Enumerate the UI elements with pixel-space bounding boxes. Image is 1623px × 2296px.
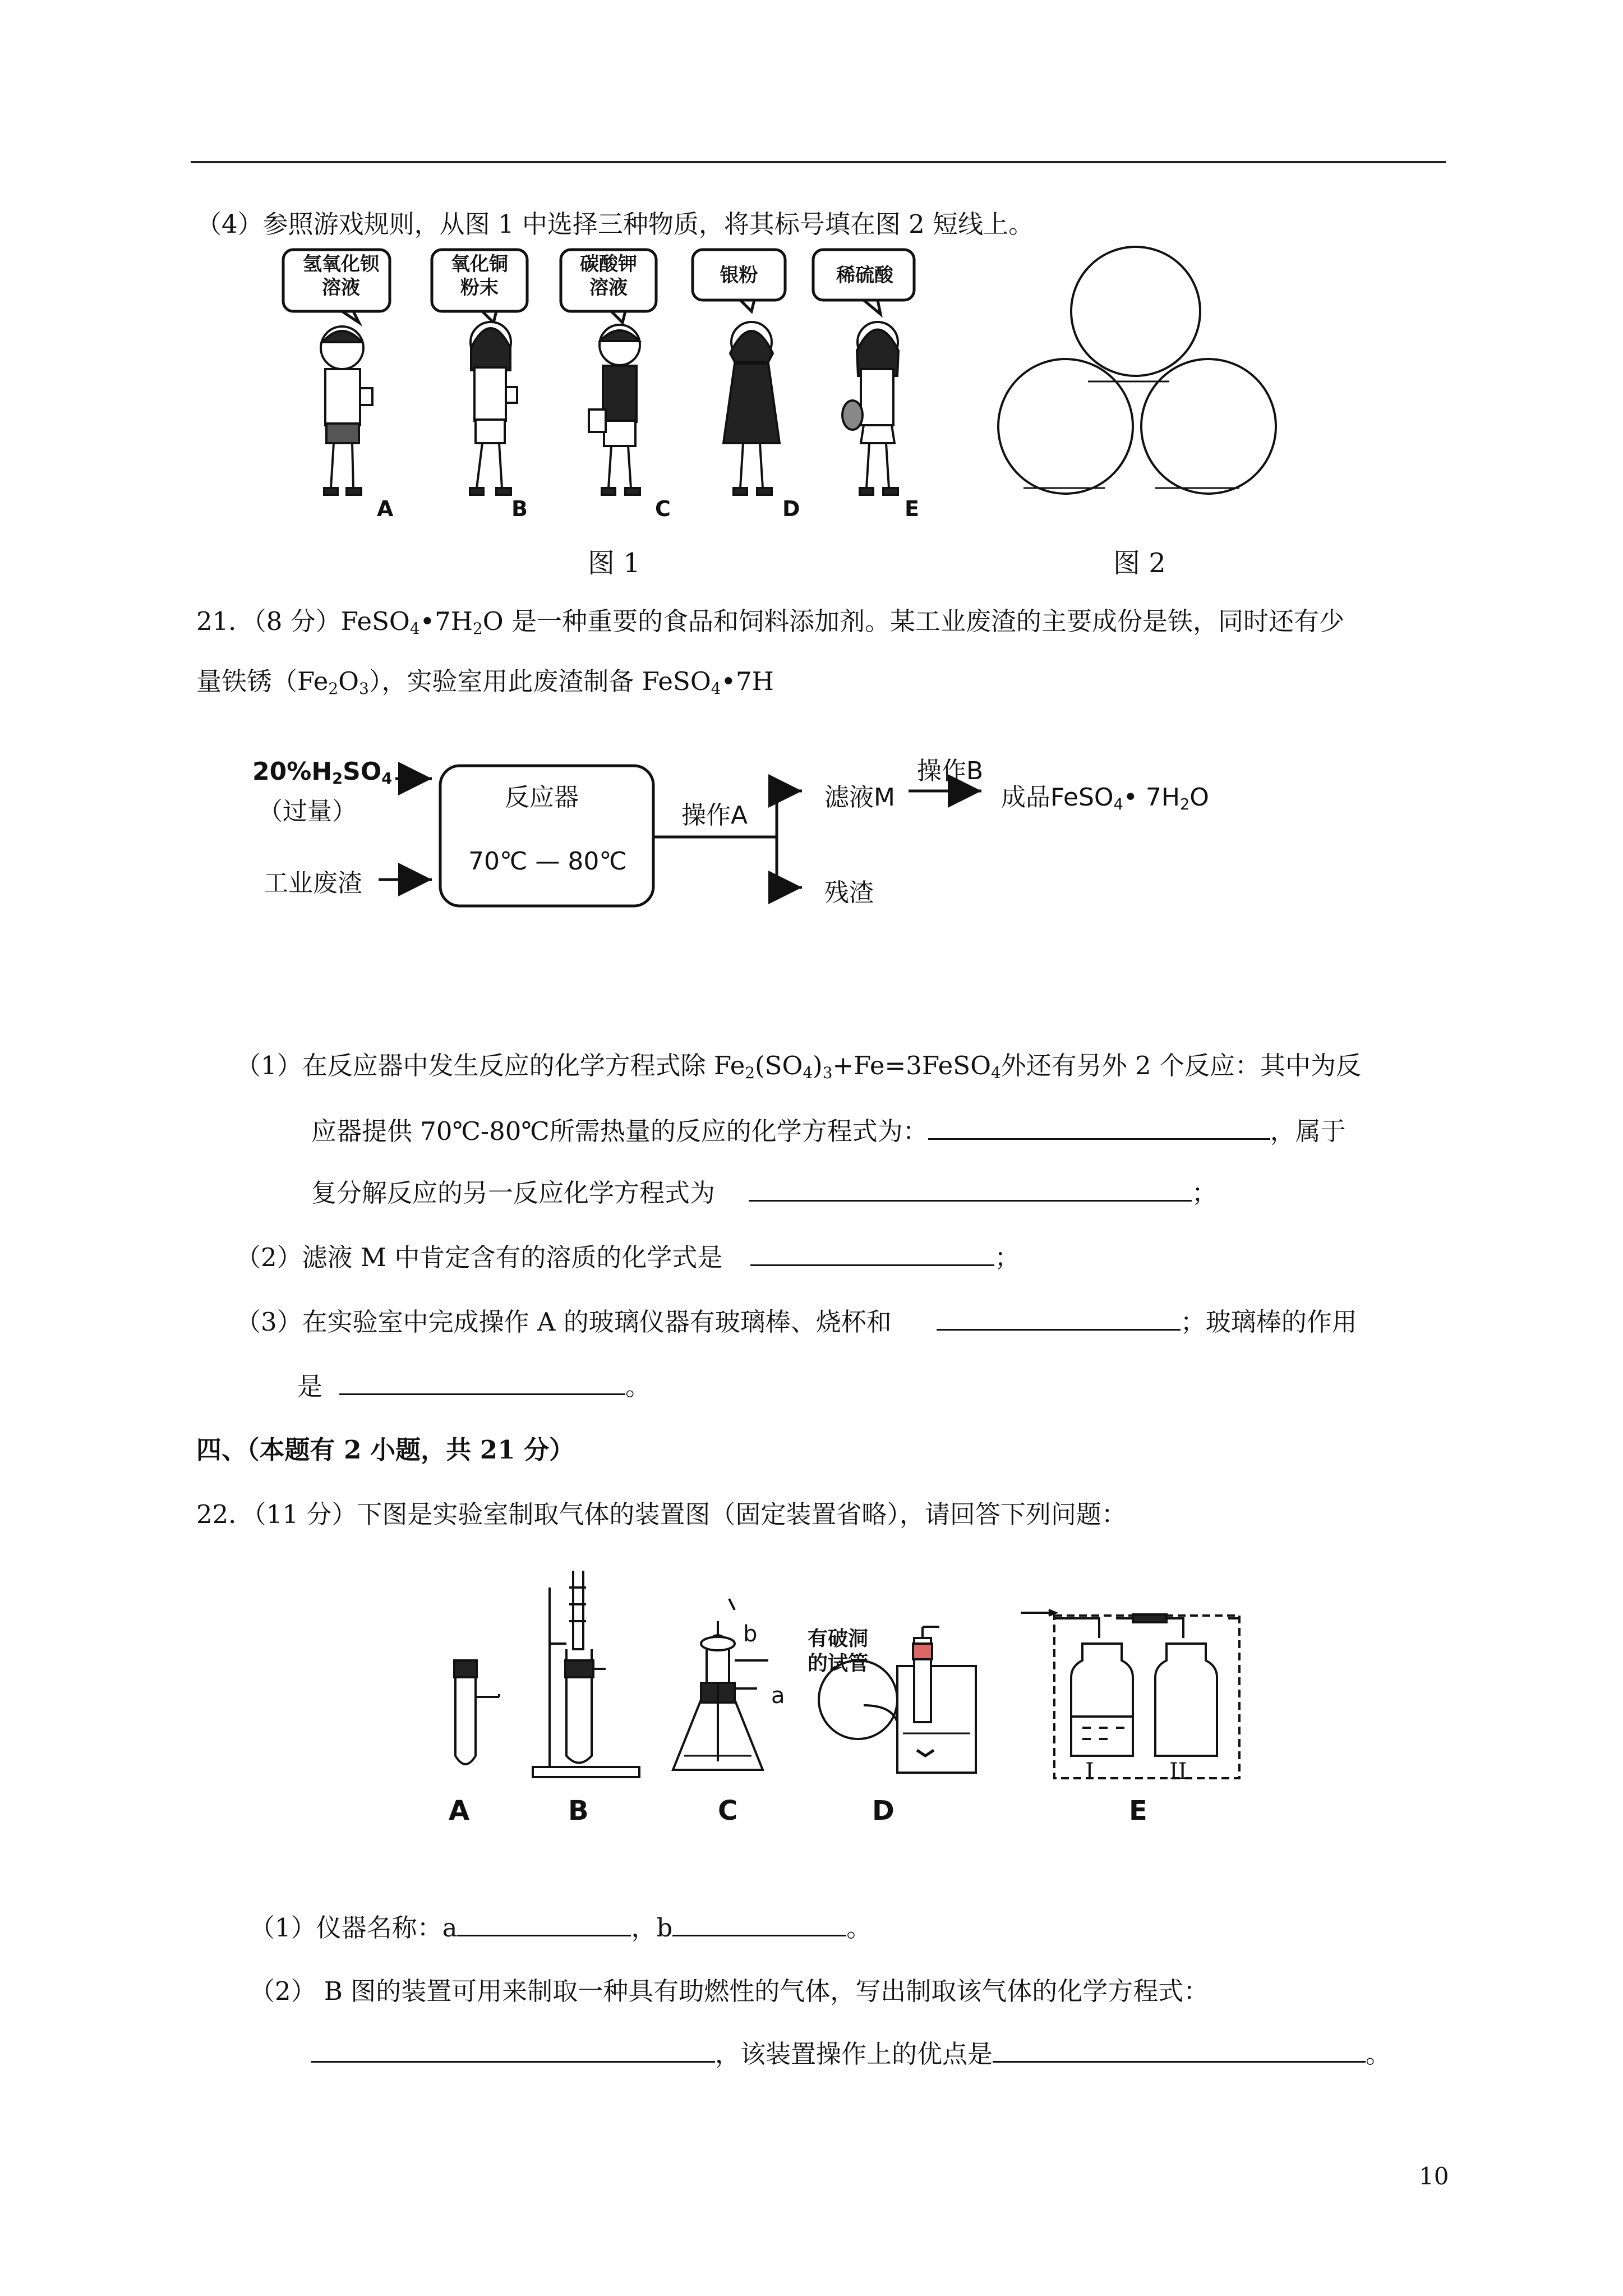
flow-product: 成品FeSO$_4$• $7H_2O$ (1001, 783, 1209, 813)
q21-part1-line1: （1）在反应器中发生反应的化学方程式除 $Fe_2(SO_4)_3+Fe=3FeSO_4$外还有另外 2 个反应：其中为反 (236, 1051, 1361, 1082)
apparatus-c-label-b: b (743, 1621, 758, 1647)
q22-part1: （1）仪器名称：a ，b 。 (250, 1910, 872, 1945)
q21-part1-line2: 应器提供 70℃-80℃所需热量的反应的化学方程式为： ，属于 (311, 1114, 1346, 1148)
q21-part3-line2: 是 。 (297, 1369, 651, 1404)
figure1-caption: 图 1 (588, 547, 640, 579)
answer-blank-solute[interactable] (750, 1240, 994, 1266)
apparatus-label-a: A (449, 1795, 470, 1826)
q21-part2: （2）滤液 M 中肯定含有的溶质的化学式是 ； (236, 1240, 1020, 1274)
answer-blank-advantage[interactable] (993, 2036, 1366, 2063)
q21-part3-line1: （3）在实验室中完成操作 A 的玻璃仪器有玻璃棒、烧杯和 ；玻璃棒的作用 (236, 1304, 1357, 1339)
student-letter-d: D (782, 496, 800, 521)
bubble-d-text: 银粉 (720, 264, 758, 287)
answer-blank-glassware[interactable] (937, 1304, 1181, 1331)
apparatus-c-label-a: a (771, 1683, 785, 1709)
answer-blank-oxygen-equation[interactable] (311, 2036, 715, 2063)
flow-op-b: 操作B (917, 757, 984, 785)
q22-part2-line2: ，该装置操作上的优点是 。 (311, 2036, 1391, 2071)
flow-reactor-label: 反应器 (505, 783, 579, 812)
answer-blank-glass-rod-use[interactable] (339, 1369, 625, 1395)
flow-acid-excess: （过量） (258, 797, 357, 826)
apparatus-label-e: E (1129, 1795, 1147, 1826)
header-rule (191, 161, 1446, 163)
q21-intro: 21．（8 分）$FeSO_4•7H_2O$ 是一种重要的食品和饲料添加剂。某工业废渣的主要成份是铁，同时还有少 (196, 606, 1344, 638)
answer-blank-heat-equation[interactable] (928, 1114, 1270, 1140)
flow-op-a: 操作A (681, 801, 748, 830)
student-letter-e: E (905, 496, 919, 521)
page-number: 10 (1419, 2162, 1449, 2190)
bubble-e-text: 稀硫酸 (836, 264, 893, 287)
flow-residue: 残渣 (824, 878, 874, 907)
q21-intro-line2: 量铁锈$(Fe_2O_3)$，实验室用此废渣制备 FeSO$_4$•7H (196, 666, 774, 698)
flow-acid: $20\%H_2SO_4$ (252, 757, 393, 788)
student-letter-b: B (511, 496, 528, 521)
flow-filtrate-m: 滤液M (824, 783, 895, 812)
apparatus-d-label: 有破洞 的试管 (808, 1627, 869, 1675)
flow-temperature: 70℃ — 80℃ (468, 847, 627, 876)
answer-blank-double-decomposition[interactable] (749, 1175, 1192, 1202)
q20-part4-text: （4）参照游戏规则，从图 1 中选择三种物质，将其标号填在图 2 短线上。 (196, 209, 1034, 239)
q22-intro: 22．（11 分）下图是实验室制取气体的装置图（固定装置省略），请回答下列问题： (196, 1499, 1127, 1529)
bubble-a-text: 氢氧化钡 溶液 (303, 253, 379, 299)
apparatus-label-b: B (568, 1795, 589, 1826)
apparatus-e-bottle-2: II (1169, 1759, 1187, 1784)
q21-part1-line3: 复分解反应的另一反应化学方程式为 ； (311, 1175, 1217, 1210)
bubble-c-text: 碳酸钾 溶液 (580, 253, 637, 299)
apparatus-figure (432, 1571, 1262, 1818)
figure2-caption: 图 2 (1113, 547, 1166, 579)
figure2-circles (993, 241, 1284, 533)
apparatus-label-c: C (718, 1795, 738, 1826)
flow-diagram (247, 740, 1312, 954)
q22-part2-line1: （2） B 图的装置可用来制取一种具有助燃性的气体，写出制取该气体的化学方程式： (250, 1976, 1209, 2006)
answer-blank-instrument-a[interactable] (457, 1910, 631, 1936)
bubble-b-text: 氧化铜 粉末 (451, 253, 508, 299)
apparatus-label-d: D (872, 1795, 895, 1826)
student-letter-a: A (377, 496, 394, 521)
flow-waste: 工业废渣 (264, 869, 362, 898)
answer-blank-instrument-b[interactable] (672, 1910, 846, 1936)
student-letter-c: C (655, 496, 671, 521)
section4-heading: 四、（本题有 2 小题，共 21 分） (196, 1435, 575, 1465)
apparatus-e-bottle-1: I (1085, 1759, 1094, 1784)
